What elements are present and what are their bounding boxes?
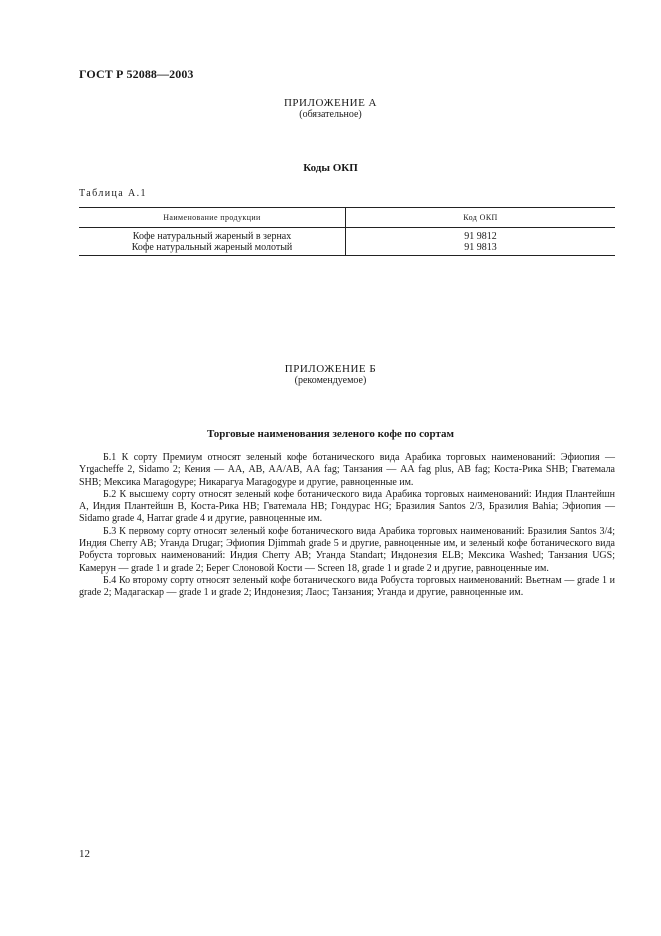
paragraph-b1: Б.1 К сорту Премиум относят зеленый кофе ботанического вида Арабика торговых наименований: Эфиопия — Yrgacheffe 2, Sidamo 2; Кения — АА, АВ, АА/АВ, АА fag; Танзания — АА fag plus, AB fag; Коста-Рика SHB; Гватемала SHB; Мексика Maragogype; Никарагуа Maragogype и другие, равноценные им.: [79, 452, 615, 488]
paragraph-b3: Б.3 К первому сорту относят зеленый кофе ботанического вида Арабика торговых наименований: Бразилия Santos 3/4; Индия Cherry AB; Уганда Drugar; Эфиопия Djimmah grade 5 и другие, равноценные им, и зеленый кофе ботанического вида Робуста торговых наименований: Индия Cherry АВ; Уганда Standart; Индонезия ELB; Мексика Washed; Танзания UGS; Камерун — grade 1 и grade 2; Берег Слоновой Кости — Screen 18, grade 1 и grade 2 и другие, равноценные им.: [79, 525, 615, 574]
appendix-a-status: (обязательное): [299, 109, 362, 120]
okp-code: 91 9813: [464, 242, 497, 253]
appendix-b-body: [79, 452, 615, 600]
product-name: Кофе натуральный жареный в зернах: [132, 231, 292, 242]
appendix-a-title: ПРИЛОЖЕНИЕ А: [283, 97, 377, 109]
column-header-product: Наименование продукции: [79, 208, 346, 228]
product-name: Кофе натуральный жареный молотый: [131, 242, 293, 253]
page-number: 12: [79, 848, 90, 860]
table-row: [79, 228, 615, 256]
document-header: ГОСТ Р 52088—2003: [79, 67, 194, 81]
appendix-a-section-title: Коды ОКП: [303, 162, 358, 174]
product-names-cell: [79, 228, 346, 256]
table-label: Таблица А.1: [79, 188, 147, 199]
appendix-b-status: (рекомендуемое): [294, 375, 367, 386]
table-header-row: [79, 208, 615, 228]
appendix-b-section-title: Торговые наименования зеленого кофе по сортам: [206, 428, 455, 440]
okp-code: 91 9812: [464, 231, 497, 242]
paragraph-b4: Б.4 Ко второму сорту относят зеленый кофе ботанического вида Робуста торговых наименований: Вьетнам — grade 1 и grade 2; Мадагаскар — grade 1 и grade 2; Индонезия; Лаос; Танзания; Уганда и другие, равноценные им.: [79, 574, 615, 599]
product-codes-cell: [346, 228, 616, 256]
column-header-code: Код ОКП: [346, 208, 616, 228]
appendix-b-title: ПРИЛОЖЕНИЕ Б: [284, 363, 377, 375]
okp-table: [79, 207, 615, 256]
paragraph-b2: Б.2 К высшему сорту относят зеленый кофе ботанического вида Арабика торговых наименований: Индия Плантейшн А, Индия Плантейшн В, Коста-Рика НВ; Гватемала НВ; Гондурас HG; Бразилия Santos 2/3, Бразилия Bahia; Эфиопия — Sidamo grade 4, Harrar grade 4 и другие, равноценные им.: [79, 488, 615, 525]
